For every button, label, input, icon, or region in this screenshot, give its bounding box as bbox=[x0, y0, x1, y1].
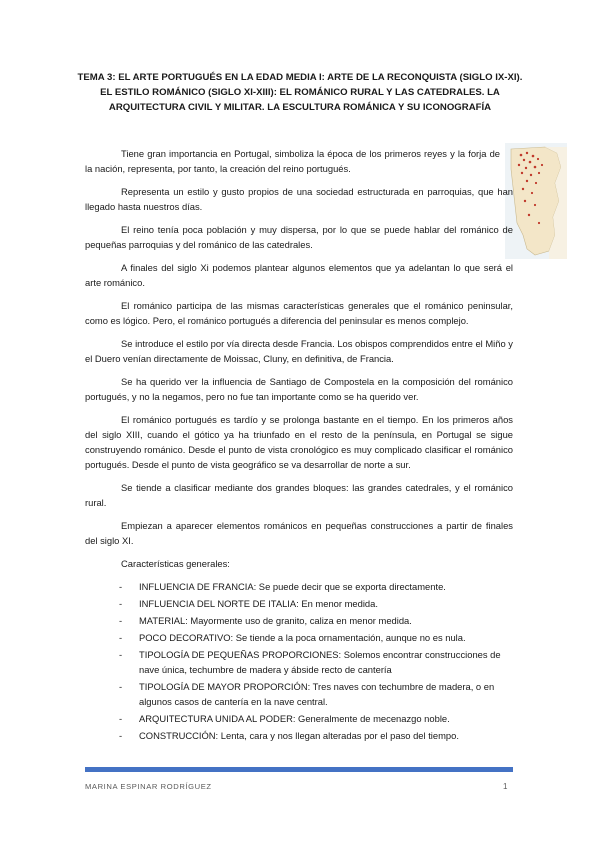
list-dash: - bbox=[119, 632, 123, 643]
list-dash: - bbox=[119, 649, 123, 660]
characteristics-list bbox=[85, 579, 513, 743]
list-item bbox=[85, 679, 513, 709]
list-dash: - bbox=[119, 681, 123, 692]
paragraph: A finales del siglo Xi podemos plantear algunos elementos que ya adelantan lo que será el arte románico. bbox=[85, 262, 513, 288]
list-dash: - bbox=[119, 598, 123, 609]
list-dash: - bbox=[119, 713, 123, 724]
list-item bbox=[85, 613, 513, 628]
list-item bbox=[85, 579, 513, 594]
paragraph: Representa un estilo y gusto propios de una sociedad estructurada en parroquias, que han llegado hasta nuestros días. bbox=[85, 186, 513, 212]
list-item bbox=[85, 596, 513, 611]
list-item-text: TIPOLOGÍA DE MAYOR PROPORCIÓN: Tres naves con techumbre de madera, o en algunos casos de cantería en la nave central. bbox=[139, 681, 495, 707]
characteristics-heading: Características generales: bbox=[121, 558, 230, 569]
list-dash: - bbox=[119, 730, 123, 741]
list-item-text: POCO DECORATIVO: Se tiende a la poca ornamentación, aunque no es nula. bbox=[139, 632, 466, 643]
list-item-text: INFLUENCIA DE FRANCIA: Se puede decir que se exporta directamente. bbox=[139, 581, 446, 592]
footer-divider bbox=[85, 767, 513, 772]
paragraph: El reino tenía poca población y muy dispersa, por lo que se puede hablar del románico de pequeñas parroquias y del románico de las catedrales. bbox=[85, 224, 513, 250]
list-item bbox=[85, 728, 513, 743]
document-title bbox=[60, 70, 540, 115]
list-dash: - bbox=[119, 615, 123, 626]
document-body bbox=[85, 146, 513, 745]
title-line: TEMA 3: EL ARTE PORTUGUÉS EN LA EDAD MEDIA I: ARTE DE LA RECONQUISTA (SIGLO IX-XI). bbox=[77, 72, 523, 83]
list-dash: - bbox=[119, 581, 123, 592]
paragraph: Se introduce el estilo por vía directa desde Francia. Los obispos comprendidos entre el Miño y el Duero venían directamente de Moissac, Cluny, en definitiva, de Francia. bbox=[85, 338, 513, 364]
list-item-text: TIPOLOGÍA DE PEQUEÑAS PROPORCIONES: Solemos encontrar construcciones de nave única, techumbre de madera y ábside recto de cantería bbox=[139, 649, 501, 675]
list-item-text: INFLUENCIA DEL NORTE DE ITALIA: En menor medida. bbox=[139, 598, 378, 609]
list-item-text: MATERIAL: Mayormente uso de granito, caliza en menor medida. bbox=[139, 615, 412, 626]
paragraph: Se ha querido ver la influencia de Santiago de Compostela en la composición del románico portugués, y no la negamos, pero no fue tan importante como se ha querido ver. bbox=[85, 376, 513, 402]
paragraph: Empiezan a aparecer elementos románicos en pequeñas construcciones a partir de finales del siglo XI. bbox=[85, 520, 513, 546]
list-item-text: ARQUITECTURA UNIDA AL PODER: Generalmente de mecenazgo noble. bbox=[139, 713, 450, 724]
title-line: ARQUITECTURA CIVIL Y MILITAR. LA ESCULTURA ROMÁNICA Y SU ICONOGRAFÍA bbox=[108, 102, 492, 113]
list-item bbox=[85, 630, 513, 645]
page-number: 1 bbox=[503, 782, 508, 791]
paragraph: El románico portugués es tardío y se prolonga bastante en el tiempo. En los primeros años del siglo XIII, cuando el gótico ya ha triunfado en el resto de la península, en Portugal se sigue construyendo románico. Desde el punto de vista cronológico es muy complicado clasificar el románico portugués. Desde el punto de vista geográfico se va desarrollar de norte a sur. bbox=[85, 414, 513, 470]
list-item-text: CONSTRUCCIÓN: Lenta, cara y nos llegan alteradas por el paso del tiempo. bbox=[139, 730, 459, 741]
list-item bbox=[85, 711, 513, 726]
portugal-romanesque-map-icon bbox=[505, 143, 567, 259]
paragraph: Se tiende a clasificar mediante dos grandes bloques: las grandes catedrales, y el románico rural. bbox=[85, 482, 513, 508]
paragraph: El románico participa de las mismas características generales que el románico peninsular, como es lógico. Pero, el románico portugués a diferencia del peninsular es menos complejo. bbox=[85, 300, 513, 326]
paragraph: Tiene gran importancia en Portugal, simboliza la época de los primeros reyes y la forja de la nación, representa, por tanto, la creación del reino portugués. bbox=[85, 148, 500, 174]
title-line: EL ESTILO ROMÁNICO (SIGLO XI-XIII): EL ROMÁNICO RURAL Y LAS CATEDRALES. LA bbox=[100, 87, 500, 98]
list-item bbox=[85, 647, 513, 677]
footer-author: MARINA ESPINAR RODRÍGUEZ bbox=[85, 782, 212, 791]
